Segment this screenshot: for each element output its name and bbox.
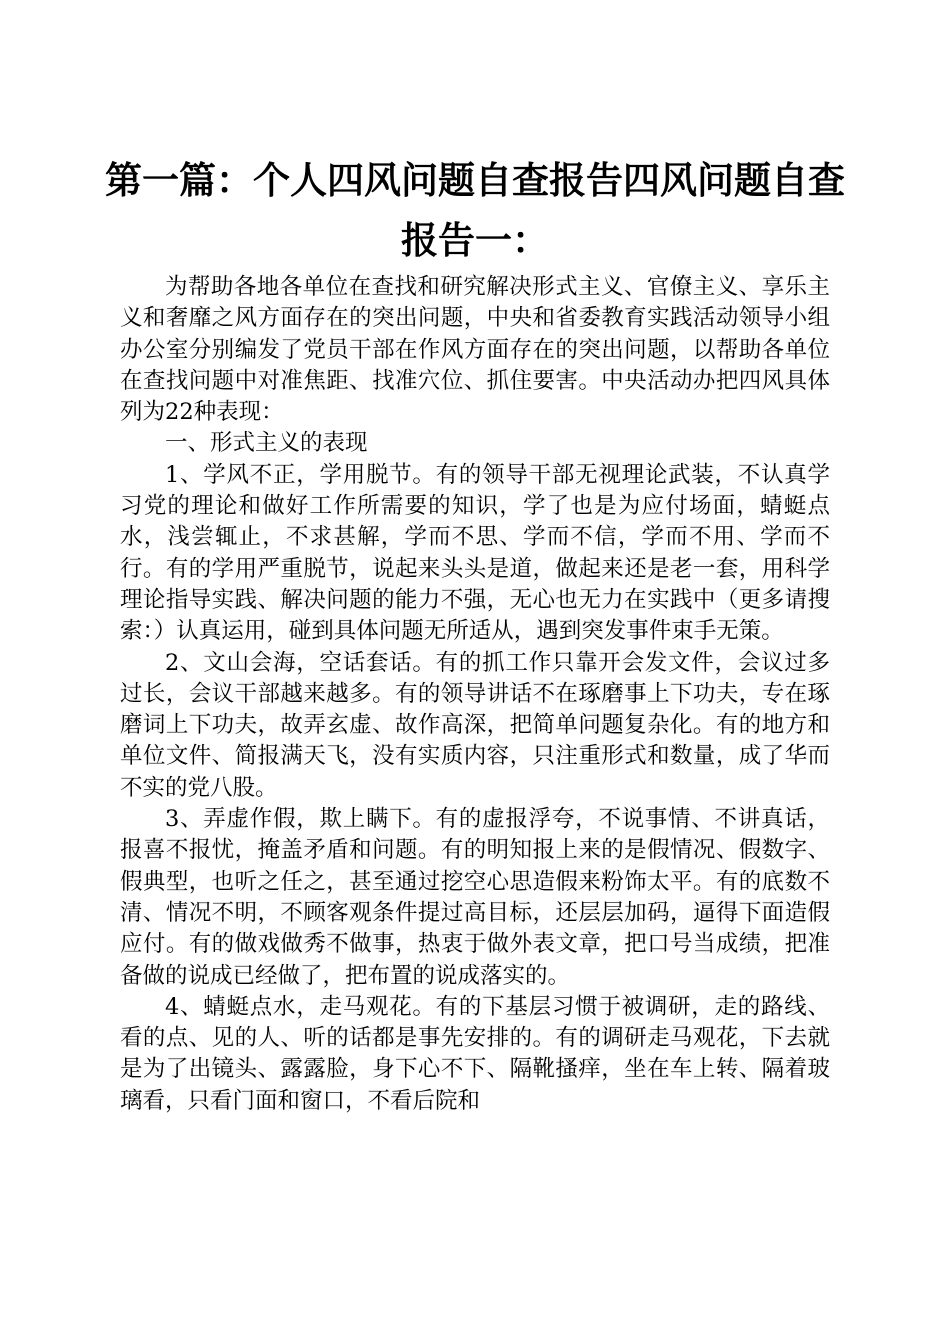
body-paragraph: 1、学风不正，学用脱节。有的领导干部无视理论武装，不认真学习党的理论和做好工作所需要的知识，学了也是为应付场面，蜻蜓点水，浅尝辄止，不求甚解，学而不思、学而不信，学而不用、学而不行。有的学用严重脱节，说起来头头是道，做起来还是老一套，用科学理论指导实践、解决问题的能力不强，无心也无力在实践中（更多请搜索：）认真运用，碰到具体问题无所适从，遇到突发事件束手无策。 bbox=[120, 461, 830, 645]
body-paragraph: 3、弄虚作假，欺上瞒下。有的虚报浮夸，不说事情、不讲真话，报喜不报忧，掩盖矛盾和问题。有的明知报上来的是假情况、假数字、假典型，也听之任之，甚至通过挖空心思造假来粉饰太平。有的底数不清、情况不明，不顾客观条件提过高目标，还层层加码，逼得下面造假应付。有的做戏做秀不做事，热衷于做外表文章，把口号当成绩，把准备做的说成已经做了，把布置的说成落实的。 bbox=[120, 806, 830, 989]
section-heading: 一、形式主义的表现 bbox=[165, 430, 368, 457]
document-title-line-1: 第一篇：个人四风问题自查报告四风问题自查 bbox=[105, 158, 845, 202]
document-body bbox=[120, 272, 830, 1117]
body-paragraph: 4、蜻蜓点水，走马观花。有的下基层习惯于被调研，走的路线、看的点、见的人、听的话都是事先安排的。有的调研走马观花，下去就是为了出镜头、露露脸，身下心不下、隔靴搔痒，坐在车上转、隔着玻璃看，只看门面和窗口，不看后院和 bbox=[120, 993, 830, 1114]
document-title-line-2: 报告一： bbox=[401, 218, 549, 262]
intro-paragraph: 为帮助各地各单位在查找和研究解决形式主义、官僚主义、享乐主义和奢靡之风方面存在的突出问题，中央和省委教育实践活动领导小组办公室分别编发了党员干部在作风方面存在的突出问题，以帮助各单位在查找问题中对准焦距、找准穴位、抓住要害。中央活动办把四风具体列为22种表现： bbox=[120, 274, 830, 426]
body-paragraph: 2、文山会海，空话套话。有的抓工作只靠开会发文件，会议过多过长，会议干部越来越多。有的领导讲话不在琢磨事上下功夫，专在琢磨词上下功夫，故弄玄虚、故作高深，把简单问题复杂化。有的地方和单位文件、简报满天飞，没有实质内容，只注重形式和数量，成了华而不实的党八股。 bbox=[120, 649, 830, 801]
